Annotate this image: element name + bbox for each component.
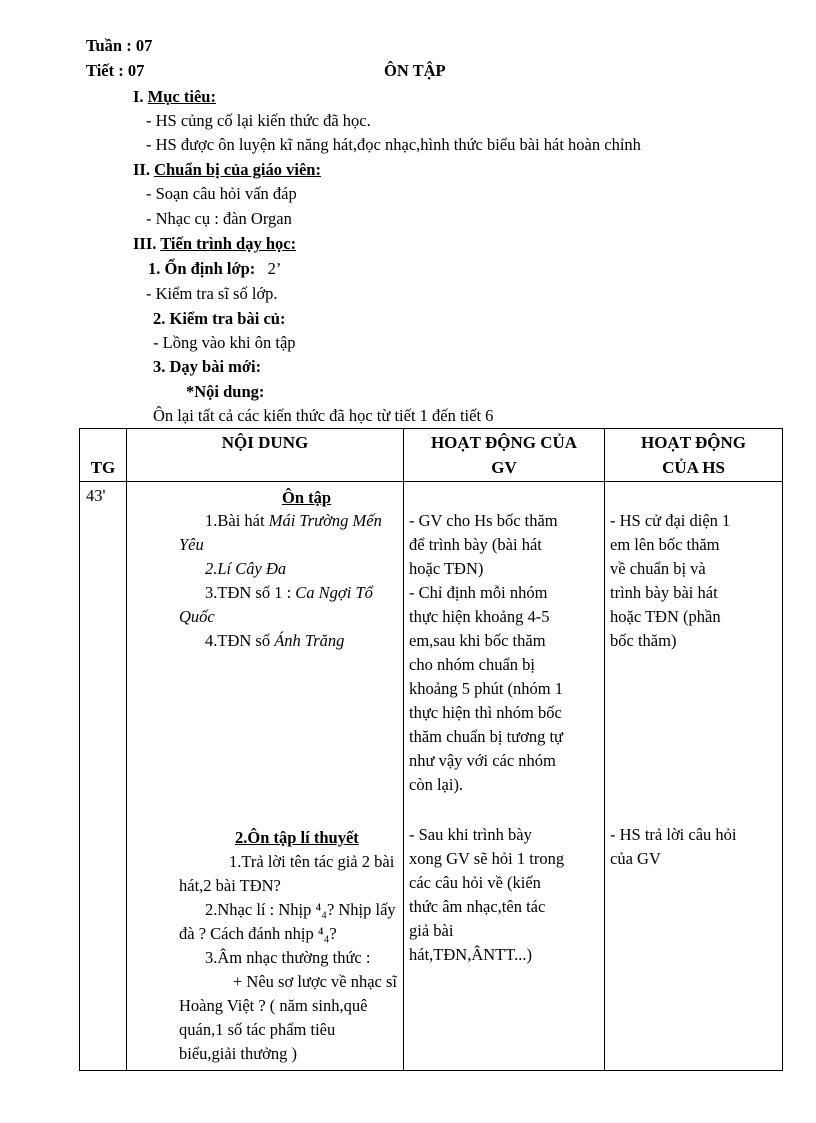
theory-line: quán,1 số tác phẩm tiêu bbox=[179, 1020, 336, 1039]
gv-line: hát,TĐN,ÂNTT...) bbox=[409, 945, 532, 964]
page-title: ÔN TẬP bbox=[384, 61, 446, 80]
objectives-heading-text: Mục tiêu: bbox=[147, 87, 216, 106]
review-title: Ôn tập bbox=[282, 488, 332, 507]
gv-line: cho nhóm chuẩn bị bbox=[409, 655, 536, 674]
header-teacher-line2: GV bbox=[491, 458, 517, 477]
gv-line: hoặc TĐN) bbox=[409, 559, 484, 578]
theory-line: 1.Trả lời tên tác giả 2 bài bbox=[229, 852, 395, 871]
hs-line: hoặc TĐN (phần bbox=[610, 607, 721, 626]
class-stabilize bbox=[148, 258, 281, 280]
header-teacher-line1: HOẠT ĐỘNG CỦA bbox=[430, 433, 578, 452]
theory-title: 2.Ôn tập lí thuyết bbox=[235, 828, 359, 847]
theory-line: biểu,giải thưởng ) bbox=[179, 1044, 298, 1063]
theory-line: Hoàng Việt ? ( năm sinh,quê bbox=[179, 996, 368, 1015]
hs-line: - HS trả lời câu hỏi bbox=[610, 825, 737, 844]
theory-line: + Nêu sơ lược về nhạc sĩ bbox=[233, 972, 397, 991]
gv-line: còn lại). bbox=[409, 775, 464, 794]
tg-cell bbox=[80, 482, 127, 1071]
theory-line: hát,2 bài TĐN? bbox=[179, 876, 281, 895]
gv-line: thực hiện thì nhóm bốc bbox=[409, 703, 562, 722]
lesson-table bbox=[79, 428, 783, 1071]
header-student bbox=[605, 429, 783, 482]
new-lesson-heading: 3. Dạy bài mới: bbox=[153, 357, 262, 376]
hs-line: bốc thăm) bbox=[610, 631, 677, 650]
old-lesson-note: - Lồng vào khi ôn tập bbox=[153, 333, 296, 352]
gv-line: như vậy với các nhóm bbox=[409, 751, 556, 770]
teacher-activity-cell bbox=[404, 482, 605, 1071]
gv-line: - Sau khi trình bày bbox=[409, 825, 532, 844]
gv-line: giả bài bbox=[409, 921, 454, 940]
week-label: Tuần : 07 bbox=[86, 36, 153, 55]
header-student-line2: CỦA HS bbox=[662, 458, 725, 477]
preparation-item: - Nhạc cụ : đàn Organ bbox=[146, 209, 292, 228]
gv-line: khoảng 5 phút (nhóm 1 bbox=[409, 679, 563, 698]
review-item: 2.Lí Cây Đa bbox=[205, 559, 287, 578]
preparation-heading-text: Chuẩn bị của giáo viên: bbox=[154, 160, 321, 179]
process-heading-num: III. bbox=[133, 234, 157, 253]
gv-line: thức âm nhạc,tên tác bbox=[409, 897, 546, 916]
objective-item: - HS củng cố lại kiến thức đã học. bbox=[146, 111, 371, 130]
gv-line: để trình bày (bài hát bbox=[409, 535, 542, 554]
gv-line: thực hiện khoảng 4-5 bbox=[409, 607, 550, 626]
hs-line: của GV bbox=[610, 849, 661, 868]
hs-line: trình bày bài hát bbox=[610, 583, 718, 602]
gv-line: - Chỉ định mỗi nhóm bbox=[409, 583, 548, 602]
process-heading bbox=[133, 233, 296, 255]
hs-line: về chuẩn bị và bbox=[610, 559, 706, 578]
review-item: 3.TĐN số 1 : Ca Ngợi Tổ bbox=[205, 583, 373, 602]
class-stabilize-label: 1. Ổn định lớp: bbox=[148, 259, 256, 278]
preparation-item: - Soạn câu hỏi vấn đáp bbox=[146, 184, 297, 203]
header-student-line1: HOẠT ĐỘNG bbox=[640, 433, 746, 452]
period-label: Tiết : 07 bbox=[86, 61, 145, 80]
attendance-check: - Kiểm tra sĩ số lớp. bbox=[146, 284, 278, 303]
content-label: *Nội dung: bbox=[186, 382, 265, 401]
gv-line: - GV cho Hs bốc thăm bbox=[409, 511, 558, 530]
header-tg-label: TG bbox=[90, 458, 116, 477]
process-heading-text: Tiến trình dạy học: bbox=[160, 234, 297, 253]
hs-line: - HS cử đại diện 1 bbox=[610, 511, 731, 530]
header-content bbox=[127, 429, 404, 482]
preparation-heading-num: II. bbox=[133, 160, 150, 179]
class-stabilize-time: 2’ bbox=[267, 259, 282, 278]
objective-item: - HS được ôn luyện kĩ năng hát,đọc nhạc,hình thức biểu bài hát hoàn chỉnh bbox=[146, 135, 641, 154]
objectives-heading-num: I. bbox=[133, 87, 144, 106]
header-tg bbox=[80, 429, 127, 482]
header-content-label: NỘI DUNG bbox=[221, 433, 309, 452]
theory-line: đà ? Cách đánh nhịp ⁴₄? bbox=[179, 924, 337, 943]
theory-line: 3.Âm nhạc thường thức : bbox=[205, 948, 371, 967]
gv-line: em,sau khi bốc thăm bbox=[409, 631, 546, 650]
student-activity-cell bbox=[605, 482, 783, 1071]
review-item-cont: Quốc bbox=[179, 607, 215, 626]
review-item: 1.Bài hát Mái Trường Mến bbox=[205, 511, 382, 530]
content-cell bbox=[127, 482, 404, 1071]
gv-line: xong GV sẽ hỏi 1 trong bbox=[409, 849, 565, 868]
old-lesson-check: 2. Kiểm tra bài củ: bbox=[153, 309, 286, 328]
review-item: 4.TĐN số Ánh Trăng bbox=[205, 631, 345, 650]
gv-line: thăm chuẩn bị tương tự bbox=[409, 727, 564, 746]
review-item-cont: Yêu bbox=[179, 535, 204, 554]
theory-line: 2.Nhạc lí : Nhịp ⁴₄? Nhịp lấy bbox=[205, 900, 396, 919]
hs-line: em lên bốc thăm bbox=[610, 535, 720, 554]
preparation-heading bbox=[133, 159, 321, 181]
tg-value: 43' bbox=[86, 486, 106, 505]
content-text: Ôn lại tất cả các kiến thức đã học từ tiết 1 đến tiết 6 bbox=[153, 406, 494, 425]
objectives-heading bbox=[133, 86, 216, 108]
gv-line: các câu hỏi về (kiến bbox=[409, 873, 541, 892]
header-teacher bbox=[404, 429, 605, 482]
